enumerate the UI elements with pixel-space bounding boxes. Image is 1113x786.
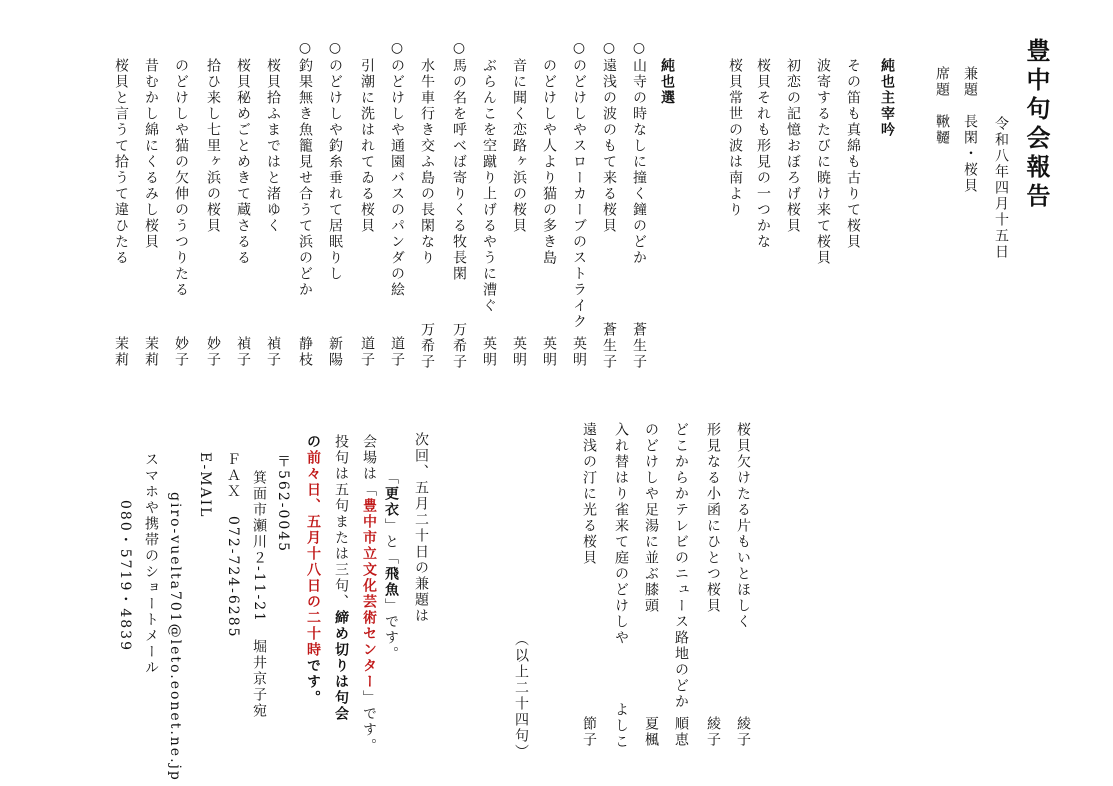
notice-text: 」と「	[383, 518, 399, 566]
notice-line: 次回、五月二十日の兼題は	[413, 432, 429, 624]
selection-author: 夏楓	[643, 716, 659, 748]
selection-item	[414, 0, 434, 786]
selection-heading: 純也選	[659, 58, 675, 106]
notice-line	[306, 434, 320, 706]
kendai-topic: 兼題 長閑・桜貝	[962, 66, 978, 194]
notice-text: 会場は「	[361, 434, 377, 498]
selection-author: 綾子	[735, 716, 751, 748]
notice-text: です。	[305, 658, 321, 706]
selection-poem: 馬の名を呼べば寄りくる牧長閑	[451, 58, 467, 282]
selection-item	[536, 0, 556, 786]
selection-mark: ○	[327, 40, 343, 58]
selection-item	[446, 0, 466, 786]
selection-poem: 釣果無き魚籠見せ合うて浜のどか	[297, 58, 313, 298]
selection-author: 道子	[359, 336, 375, 368]
selection-author: 万希子	[419, 322, 435, 370]
email-address[interactable]: giro-vuelta701@leto.eonet.ne.jp	[167, 492, 183, 782]
selection-poem: 水牛車行き交ふ島の長閑なり	[419, 58, 435, 266]
selection-author: 新陽	[327, 336, 343, 368]
phone-number: 080・5719・4839	[117, 500, 133, 652]
selection-mark: ○	[601, 40, 617, 58]
selection-poem: 桜貝と言うて拾うて違ひたる	[113, 58, 129, 266]
selection-item	[108, 0, 128, 786]
selection-author: 妙子	[205, 336, 221, 368]
selection-author: 綾子	[705, 716, 721, 748]
selection-item	[384, 0, 404, 786]
selection-item	[230, 0, 250, 786]
sekidai-topic: 席題 鞦韆	[934, 66, 950, 146]
shusai-poem: 初恋の記憶おぼろげ桜貝	[785, 58, 801, 234]
selection-poem: 引潮に洗はれてゐる桜貝	[359, 58, 375, 234]
address: 箕面市瀬川２-11-21 堀井京子宛	[251, 470, 267, 720]
shusai-poem: 桜貝常世の波は南より	[727, 58, 743, 218]
selection-poem: のどけしや通園バスのパンダの絵	[389, 58, 405, 298]
notice-line	[362, 434, 376, 754]
selection-poem: のどけしや猫の欠伸のうつりたる	[173, 58, 189, 298]
selection-poem: のどけしやスローカーブのストライク	[571, 58, 587, 330]
selection-poem: ぶらんこを空蹴り上げるやうに漕ぐ	[481, 58, 497, 314]
deadline-date: 前々日、五月十八日の二十時	[305, 450, 321, 658]
selection-item	[576, 0, 596, 786]
selection-poem: 形見なる小函にひとつ桜貝	[705, 422, 721, 614]
selection-author: 茉莉	[113, 336, 129, 368]
selection-mark: ○	[297, 40, 313, 58]
selection-item	[476, 0, 496, 786]
selection-mark: ○	[571, 40, 587, 58]
selection-author: 禎子	[235, 336, 251, 368]
selection-author: 茉莉	[143, 336, 159, 368]
notice-text: の	[305, 434, 321, 450]
selection-poem: のどけしや人より猫の多き島	[541, 58, 557, 266]
shusai-poem: その笛も真綿も古りて桜貝	[845, 58, 861, 250]
shusai-heading: 純也主宰吟	[879, 58, 895, 138]
selection-author: 英明	[481, 336, 497, 368]
kendai-next-1: 更衣	[383, 486, 399, 518]
selection-author: 蒼生子	[631, 322, 647, 370]
selection-poem: 音に聞く恋路ヶ浜の桜貝	[511, 58, 527, 234]
notice-line	[334, 434, 348, 722]
selection-author: 英明	[541, 336, 557, 368]
selection-mark: ○	[451, 40, 467, 58]
email-label: E-MAIL	[197, 452, 213, 519]
selection-mark: ○	[389, 40, 405, 58]
selection-author: 蒼生子	[601, 322, 617, 370]
notice-line	[384, 470, 398, 662]
selection-poem: 遠浅の汀に光る桜貝	[581, 422, 597, 566]
selection-author: 英明	[571, 336, 587, 368]
selection-item	[197, 0, 221, 786]
selection-mark: ○	[631, 40, 647, 58]
kendai-next-2: 飛魚	[383, 566, 399, 598]
notice-text: 」です。	[361, 690, 377, 754]
sms-note: スマホや携帯のショートメール	[143, 452, 159, 676]
selection-poem: 昔むかし綿にくるみし桜貝	[143, 58, 159, 250]
selection-poem: 入れ替はり雀来て庭のどけしや	[613, 422, 629, 646]
selection-author: 道子	[389, 336, 405, 368]
selection-poem: 拾ひ来し七里ヶ浜の桜貝	[205, 58, 221, 234]
selection-poem: のどけしや釣糸垂れて居眠りし	[327, 58, 343, 282]
venue-name: 豊中市立文化芸術センター	[361, 498, 377, 690]
selection-author: よしこ	[613, 702, 629, 750]
selection-item	[700, 0, 720, 786]
fax-number: ＦＡＸ 072-724-6285	[225, 452, 241, 639]
notice-text: 「	[383, 470, 399, 486]
selection-poem: 山寺の時なしに撞く鐘のどか	[631, 58, 647, 266]
selection-author: 禎子	[265, 336, 281, 368]
selection-author: 静枝	[297, 336, 313, 368]
selection-poem: 桜貝秘めごとめきて蔵さるる	[235, 58, 251, 266]
shusai-poem: 桜貝それも形見の一つかな	[755, 58, 771, 250]
postal-code: 〒562-0045	[275, 454, 291, 554]
report-date: 令和八年四月十五日	[993, 116, 1009, 260]
selection-author: 英明	[511, 336, 527, 368]
selection-item	[727, 0, 751, 786]
selection-poem: 桜貝欠けたる片もいとほしく	[735, 422, 751, 630]
selection-author: 順恵	[673, 716, 689, 748]
shusai-poem: 波寄するたびに暁け来て桜貝	[815, 58, 831, 266]
selection-author: 妙子	[173, 336, 189, 368]
selection-total: （以上二十四句）	[513, 632, 529, 760]
report-title: 豊中句会報告	[1022, 38, 1051, 212]
notice-text: 投句は五句または三句、	[333, 434, 349, 610]
selection-poem: 桜貝拾ふまではと渚ゆく	[265, 58, 281, 234]
deadline-label: 締め切りは句会	[333, 610, 349, 722]
notice-text: 」です。	[383, 598, 399, 662]
selection-item	[638, 0, 658, 786]
selection-poem: のどけしや足湯に並ぶ膝頭	[643, 422, 659, 614]
selection-author: 節子	[581, 716, 597, 748]
selection-poem: どこからかテレビのニュース路地のどか	[673, 422, 689, 710]
selection-item	[608, 0, 628, 786]
selection-author: 万希子	[451, 322, 467, 370]
selection-poem: 遠浅の波のもて来る桜貝	[601, 58, 617, 234]
selection-item	[668, 0, 688, 786]
